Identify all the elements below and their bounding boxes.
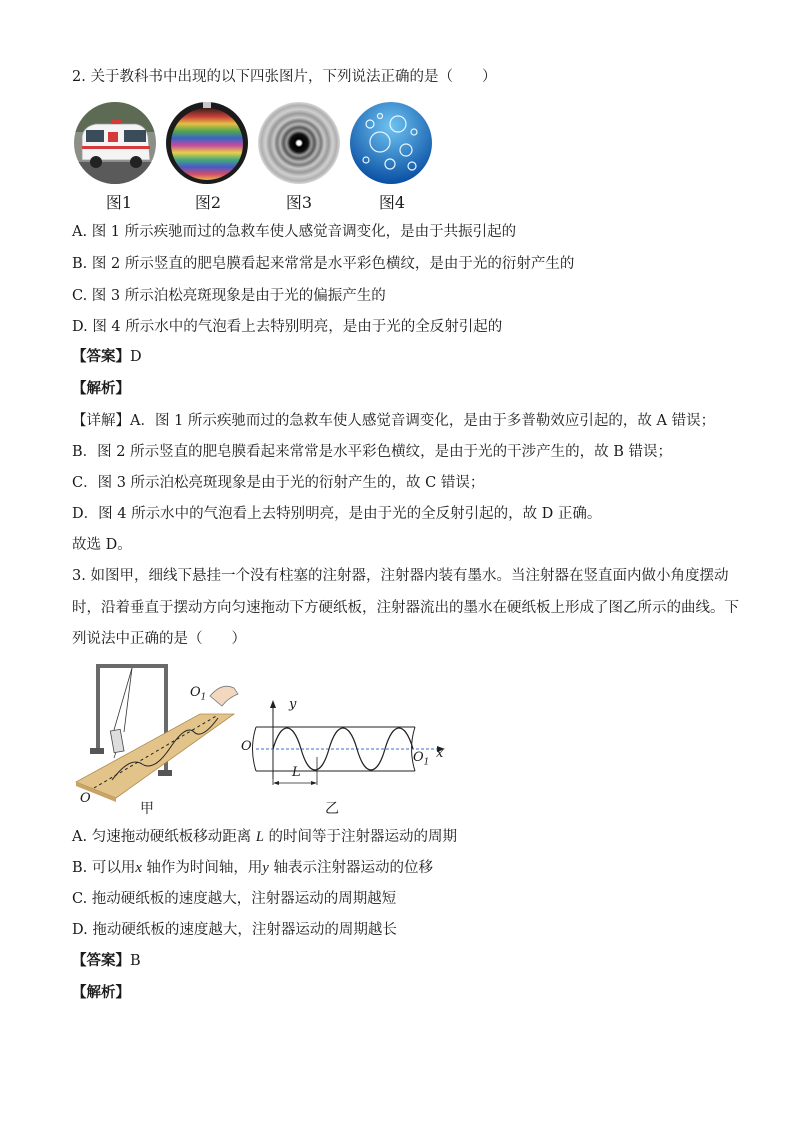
fig-yi-label-l: L: [292, 765, 301, 780]
q2-conclusion: 故选 D。: [72, 537, 132, 553]
q2-detail-a: 【详解】A．图 1 所示疾驰而过的急救车使人感觉音调变化，是由于多普勒效应引起的，故 A 错误；: [72, 413, 716, 429]
figure-caption-3: 图3: [285, 193, 313, 212]
answer-value: B: [130, 953, 141, 969]
q3-option-b: [72, 859, 433, 877]
figure-jia-apparatus: [72, 660, 247, 812]
fig-yi-label-o1: [413, 750, 429, 768]
q3-option-a-post: 的时间等于注射器运动的周期: [263, 829, 457, 845]
q3-option-a-var: L: [255, 829, 264, 845]
q2-analysis-label: 【解析】: [72, 380, 130, 397]
figure-caption-4: 图4: [378, 193, 406, 212]
bubbles-in-water-photo: [350, 102, 432, 184]
q3-option-d: D. 拖动硬纸板的速度越大，注射器运动的周期越长: [72, 922, 397, 938]
q2-option-c: C. 图 3 所示泊松亮斑现象是由于光的偏振产生的: [72, 288, 386, 304]
q3-option-a-text: A. 匀速拖动硬纸板移动距离: [72, 829, 256, 845]
q2-detail-d: D．图 4 所示水中的气泡看上去特别明亮，是由于光的全反射引起的，故 D 正确。: [72, 506, 602, 522]
q3-stem-line-3: 列说法中正确的是（ ）: [72, 631, 246, 647]
fig-yi-label-y: y: [289, 697, 297, 712]
q3-stem-line-1: 3. 如图甲，细线下悬挂一个没有柱塞的注射器，注射器内装有墨水。当注射器在竖直面内做小角度摆动: [72, 568, 729, 584]
fig-jia-o1-subscript: 1: [200, 692, 207, 703]
q3-answer: [72, 952, 141, 970]
q3-option-a: [72, 828, 457, 846]
answer-value: D: [130, 349, 142, 365]
answer-label: 【答案】: [72, 348, 130, 365]
poisson-spot-photo: [258, 102, 340, 184]
figure-caption-1: 图1: [105, 193, 133, 212]
fig-yi-label-x: x: [436, 746, 444, 761]
q2-detail-c: C．图 3 所示泊松亮斑现象是由于光的衍射产生的，故 C 错误；: [72, 475, 485, 491]
fig-jia-caption: 甲: [140, 801, 154, 817]
q2-detail-b: B．图 2 所示竖直的肥皂膜看起来常常是水平彩色横纹，是由于光的干涉产生的，故 B 错误；: [72, 444, 672, 460]
fig-yi-label-o: O: [241, 739, 252, 754]
q3-stem-line-2: 时，沿着垂直于摆动方向匀速拖动下方硬纸板，注射器流出的墨水在硬纸板上形成了图乙所示的曲线。下: [72, 600, 739, 616]
q3-option-b-var2: y: [262, 860, 269, 876]
q3-option-b-post: 轴表示注射器运动的位移: [268, 860, 433, 876]
q2-answer: [72, 348, 142, 366]
answer-label: 【答案】: [72, 952, 130, 969]
soap-film-photo: [166, 102, 248, 184]
q2-option-b: B. 图 2 所示竖直的肥皂膜看起来常常是水平彩色横纹，是由于光的衍射产生的: [72, 256, 575, 272]
q3-option-b-var: x: [135, 860, 142, 876]
fig-yi-caption: 乙: [325, 801, 339, 817]
q2-option-d: D. 图 4 所示水中的气泡看上去特别明亮，是由于光的全反射引起的: [72, 319, 503, 335]
fig-yi-o1-letter: O: [413, 750, 424, 765]
fig-jia-label-o: O: [80, 791, 91, 806]
q3-option-c: C. 拖动硬纸板的速度越大，注射器运动的周期越短: [72, 891, 397, 907]
figure-caption-2: 图2: [194, 193, 222, 212]
q3-analysis-label: 【解析】: [72, 984, 130, 1001]
q2-stem: 2. 关于教科书中出现的以下四张图片，下列说法正确的是（ ）: [72, 69, 497, 85]
q3-option-b-text: B. 可以用: [72, 860, 136, 876]
figure-yi-graph: [240, 695, 455, 795]
fig-yi-o1-subscript: 1: [423, 757, 430, 768]
q3-option-b-mid: 轴作为时间轴，用: [141, 860, 263, 876]
fig-jia-o1-letter: O: [190, 685, 201, 700]
fig-jia-label-o1: [190, 685, 206, 703]
ambulance-photo: [74, 102, 156, 184]
q2-option-a: A. 图 1 所示疾驰而过的急救车使人感觉音调变化，是由于共振引起的: [72, 224, 517, 240]
